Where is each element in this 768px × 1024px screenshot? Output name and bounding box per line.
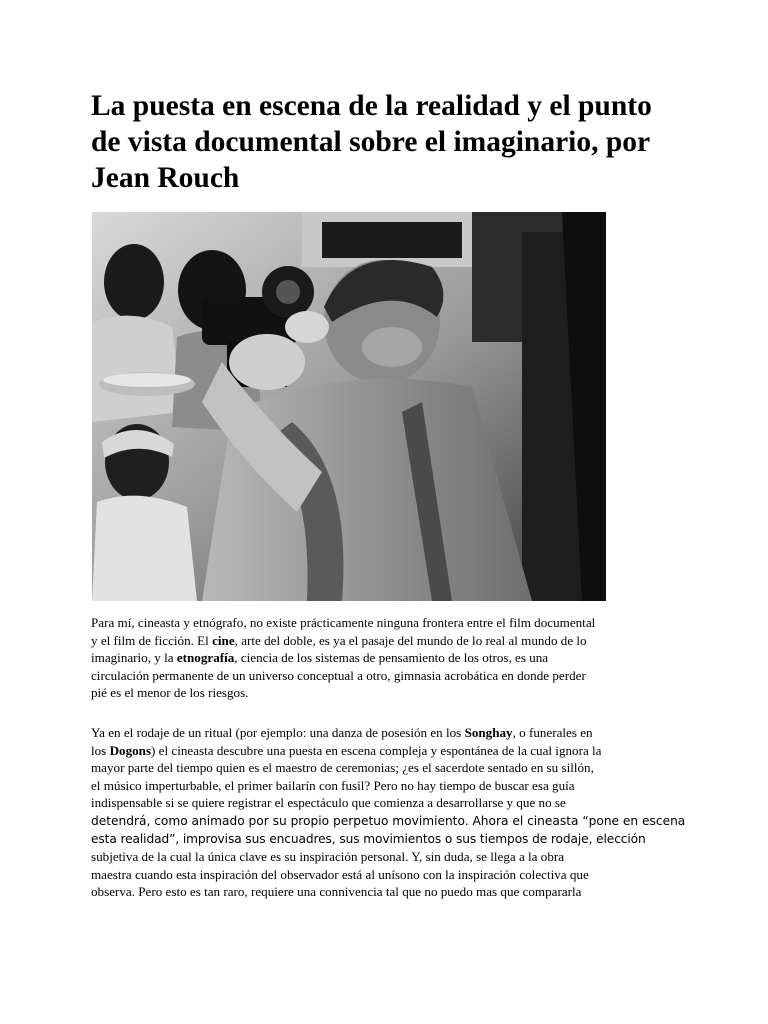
text-line: pié es el menor de los riesgos. [91,685,249,701]
text-line: subjetiva de la cual la única clave es su inspiración personal. Y, sin duda, se llega a la obra [91,849,565,865]
text-line: maestra cuando esta inspiración del observador está al unísono con la inspiración colectiva que [91,866,589,882]
article-title [91,88,691,196]
title-line: La puesta en escena de la realidad y el punto [91,90,652,122]
term-songhay: Songhay [464,725,513,740]
text-line: imaginario, y la etnografía, ciencia de los sistemas de pensamiento de los otros, es una [91,650,549,666]
term-etnografia: etnografía [176,650,235,666]
paragraph-2 [91,724,691,901]
filmmaker-with-camera-photo [92,212,606,601]
term-cine: cine [212,632,235,648]
text-line: Ya en el rodaje de un ritual (por ejemplo: una danza de posesión en los Songhay, o funerales en [91,725,593,740]
term-dogons: Dogons [109,742,152,758]
text-line: mayor parte del tiempo quien es el maestro de ceremonias; ¿es el sacerdote sentado en su sillón, [91,760,594,776]
text-line: circulación permanente de un universo conceptual a otro, gimnasia acrobática en donde perder [91,667,586,683]
text-line: los Dogons) el cineasta descubre una puesta en escena compleja y espontánea de la cual ignora la [91,742,602,758]
text-line: el músico imperturbable, el primer bailarín con fusil? Pero no hay tiempo de buscar esa guía [91,777,575,793]
text-line: observa. Pero esto es tan raro, requiere una connivencia tal que no puedo mas que compararla [91,884,582,900]
title-line: Jean Rouch [91,162,240,194]
text-line: Para mí, cineasta y etnógrafo, no existe prácticamente ninguna frontera entre el film documental [91,615,596,630]
paragraph-1 [91,614,691,702]
title-line: de vista documental sobre el imaginario, por [91,126,651,158]
text-line: detendrá, como animado por su propio perpetuo movimiento. Ahora el cineasta “pone en escena [91,813,686,828]
text-line: indispensable si se quiere registrar el espectáculo que comienza a desarrollarse y que no se [91,795,566,811]
text-line: y el film de ficción. El cine, arte del doble, es ya el pasaje del mundo de lo real al mundo de lo [91,632,587,648]
text-line: esta realidad”, improvisa sus encuadres, sus movimientos o sus tiempos de rodaje, elección [91,831,646,846]
